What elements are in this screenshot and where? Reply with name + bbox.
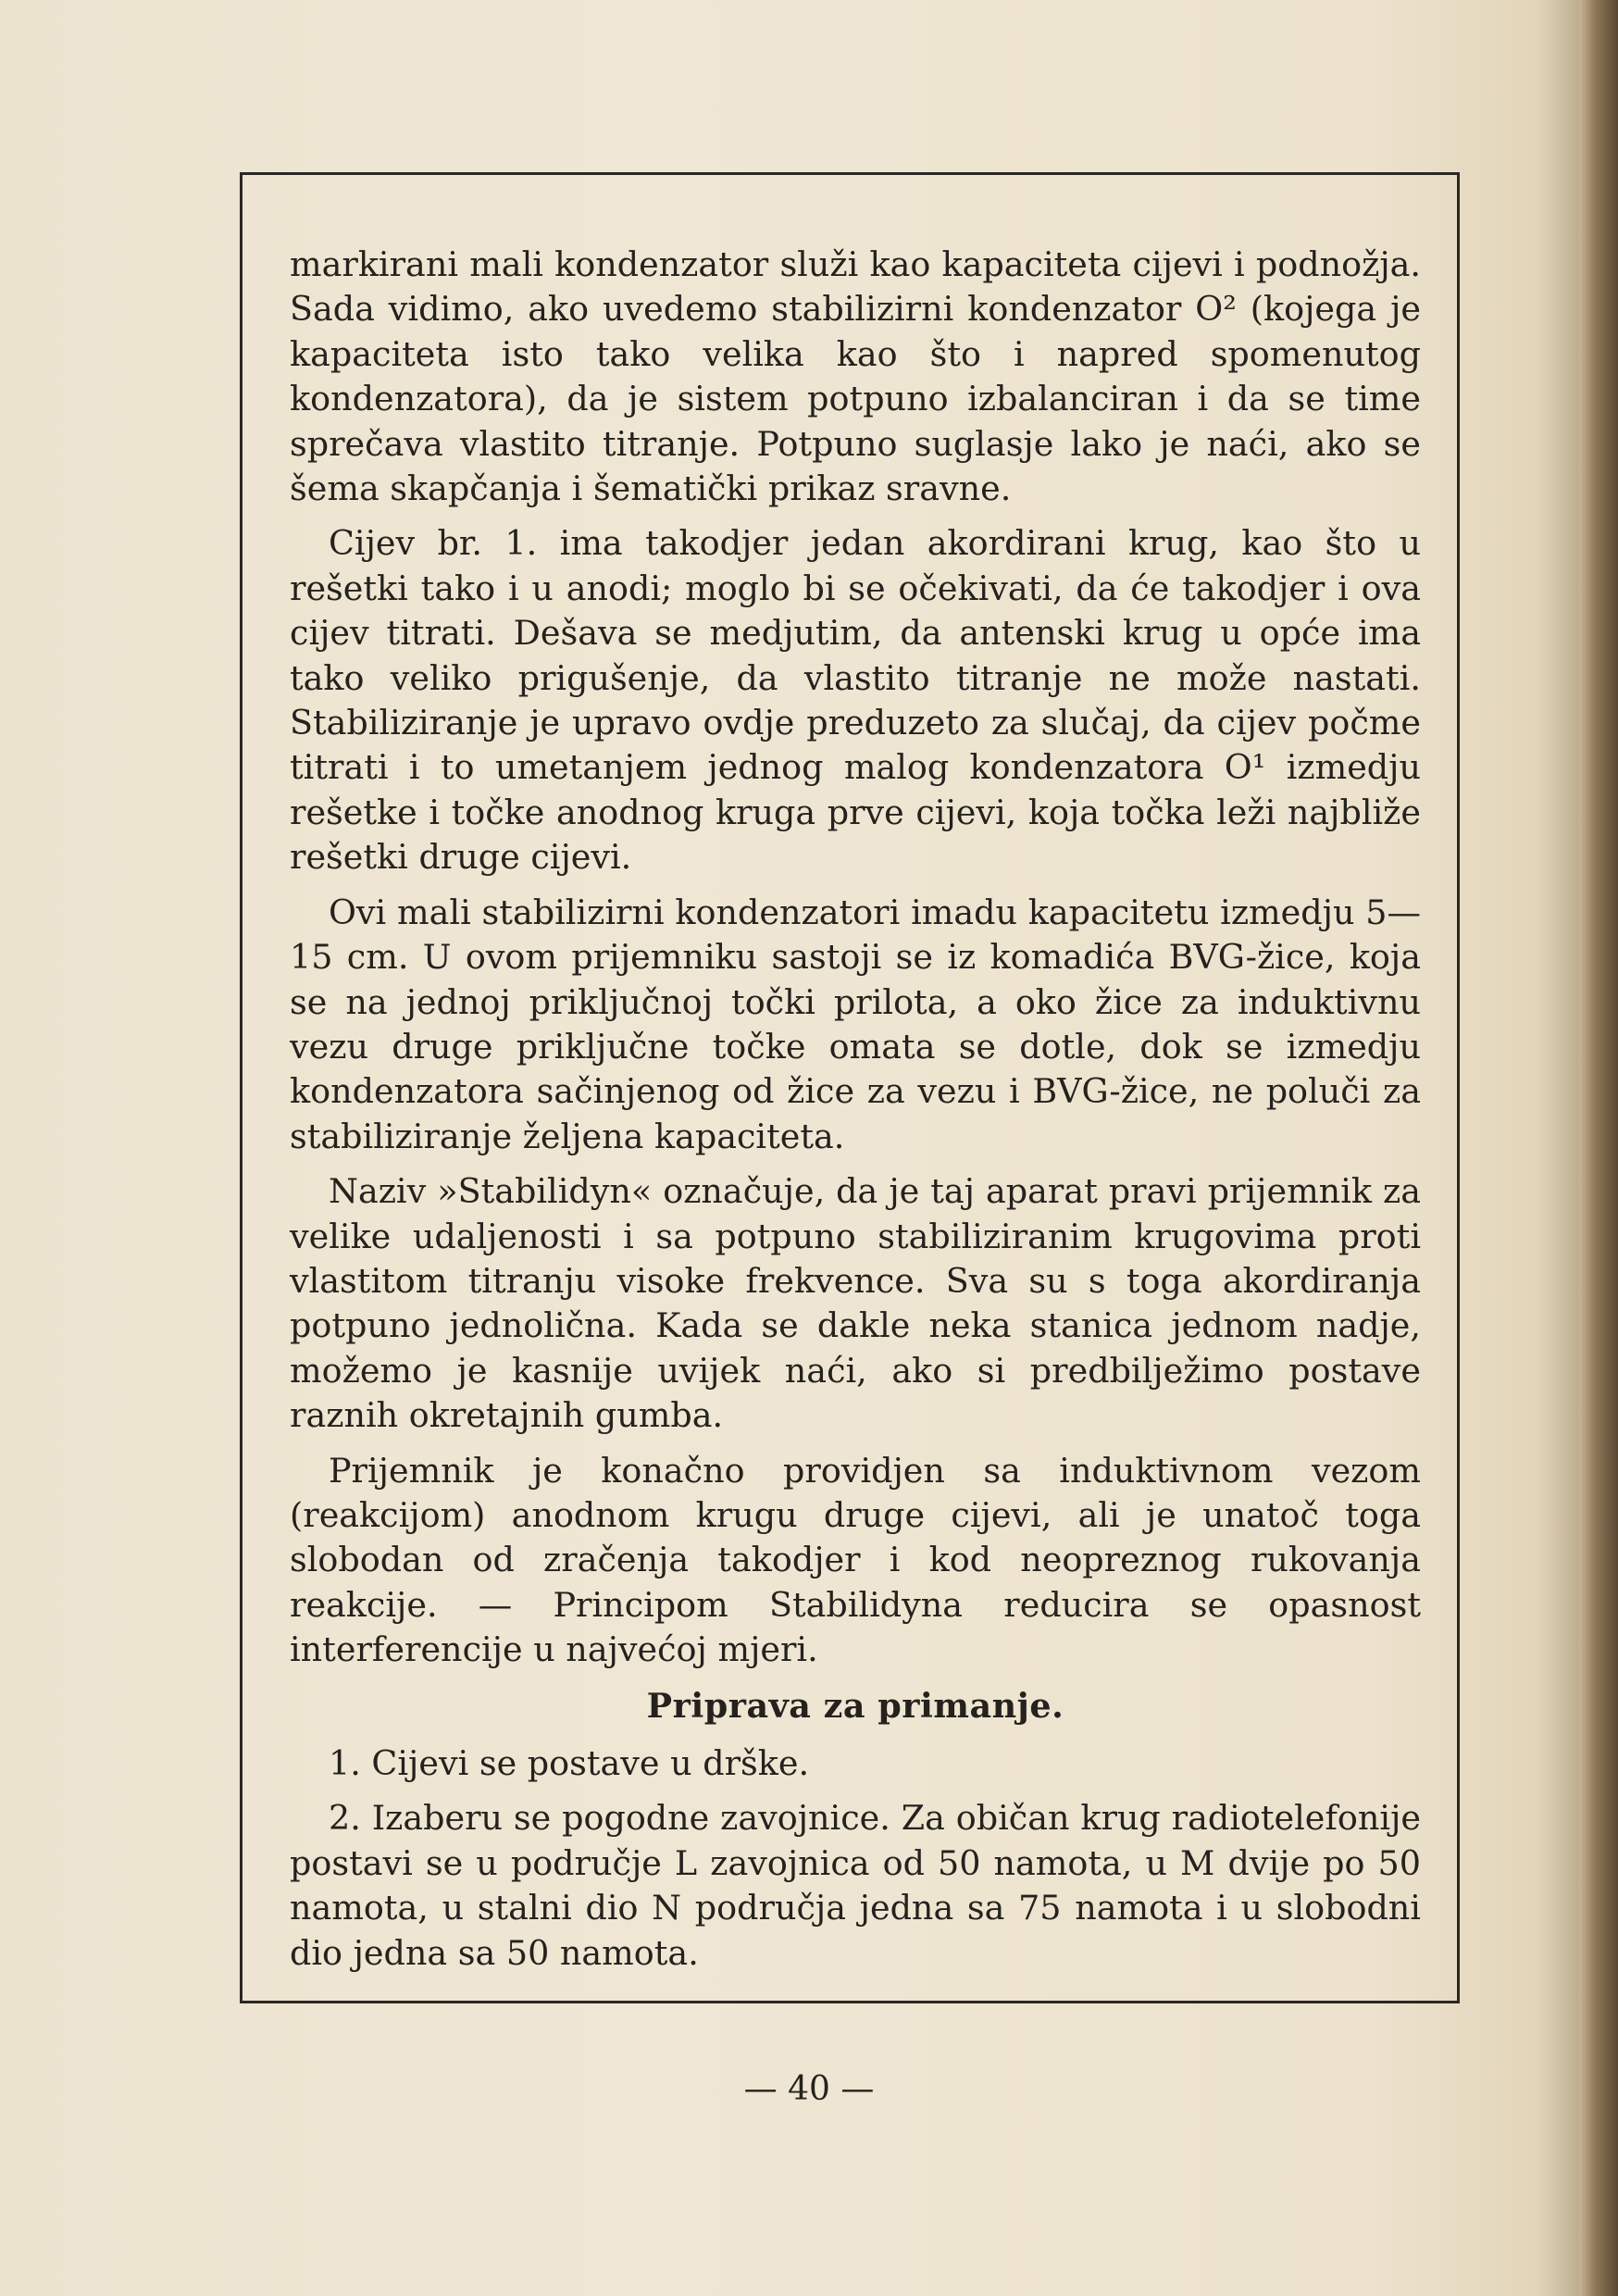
list-item: 1. Cijevi se postave u drške.: [329, 1743, 810, 1783]
text-block: [290, 243, 1421, 1986]
paragraph: Cijev br. 1. ima takodjer jedan akordirani krug, kao što u rešetki tako i u anodi; moglo bi se očekivati, da će takodjer i ova cijev titrati. Dešava se medjutim, da antenski krug u opće ima tako veliko prigušenje, da vlastito titranje ne može nastati. Stabiliziranje je upravo ovdje preduzeto za slučaj, da cijev počme titrati i to umetanjem jednog malog kondenzatora O¹ izmedju rešetke i točke anodnog kruga prve cijevi, koja točka leži najbliže rešetki druge cijevi.: [290, 523, 1421, 878]
book-spine-shadow: [1579, 0, 1618, 2296]
paragraph: Prijemnik je konačno providjen sa induktivnom vezom (reakcijom) anodnom krugu druge cijevi, ali je unatoč toga slobodan od zračenja takodjer i kod neopreznog rukovanja reakcije. — Principom Stabilidyna reducira se opasnost interferencije u najvećoj mjeri.: [290, 1450, 1421, 1670]
paragraph: markirani mali kondenzator služi kao kapaciteta cijevi i podnožja. Sada vidimo, ako uvedemo stabilizirni kondenzator O² (kojega je kapaciteta isto tako velika kao što i napred spomenutog kondenzatora), da je sistem potpuno izbalanciran i da se time sprečava vlastito titranje. Potpuno suglasje lako je naći, ako se šema skapčanja i šematički prikaz sravne.: [290, 244, 1421, 509]
paragraph: Naziv »Stabilidyn« označuje, da je taj aparat pravi prijemnik za velike udaljenosti i sa potpuno stabiliziranim krugovima proti vlastitom titranju visoke frekvence. Sva su s toga akordiranja potpuno jednolična. Kada se dakle neka stanica jednom nadje, možemo je kasnije uvijek naći, ako si predbilježimo postave raznih okretajnih gumba.: [290, 1171, 1421, 1436]
section-heading: Priprava za primanje.: [646, 1685, 1064, 1726]
page-number: — 40 —: [743, 2070, 875, 2108]
paragraph: Ovi mali stabilizirni kondenzatori imadu kapacitetu izmedju 5—15 cm. U ovom prijemniku sastoji se iz komadića BVG-žice, koja se na jednoj priključnoj točki prilota, a oko žice za induktivnu vezu druge priključne točke omata se dotle, dok se izmedju kondenzatora sačinjenog od žice za vezu i BVG-žice, ne poluči za stabiliziranje željena kapaciteta.: [290, 892, 1421, 1156]
list-item: 2. Izaberu se pogodne zavojnice. Za običan krug radiotelefonije postavi se u područje L zavojnica od 50 namota, u M dvije po 50 namota, u stalni dio N područja jedna sa 75 namota i u slobodni dio jedna sa 50 namota.: [290, 1798, 1421, 1973]
